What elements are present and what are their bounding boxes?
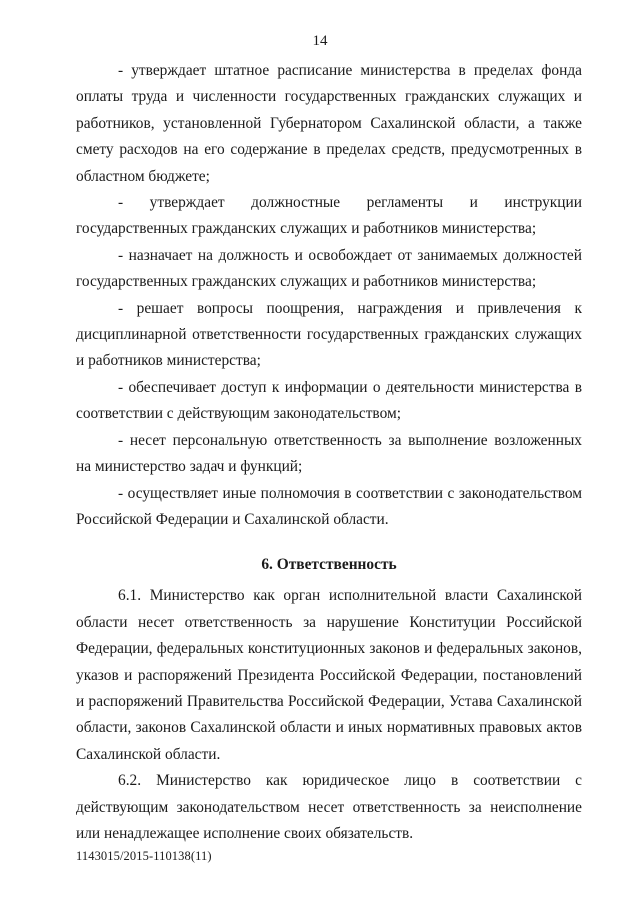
- list-item: - утверждает штатное расписание министерства в пределах фонда оплаты труда и численности государственных гражданских служащих и работников, установленной Губернатором Сахалинской области, а также смету расходов на его содержание в пределах средств, предусмотренных в областном бюджете;: [76, 62, 582, 185]
- section-paragraph: 6.1. Министерство как орган исполнительной власти Сахалинской области несет ответственность за нарушение Конституции Российской Федерации, федеральных конституционных законов и федеральных законов, указов и распоряжений Президента Российской Федерации, постановлений и распоряжений Правительства Российской Федерации, Устава Сахалинской области, законов Сахалинской области и иных нормативных правовых актов Сахалинской области.: [76, 587, 582, 763]
- list-item: - утверждает должностные регламенты и инструкции государственных гражданских служащих и работников министерства;: [76, 194, 582, 238]
- list-item: - назначает на должность и освобождает от занимаемых должностей государственных гражданских служащих и работников министерства;: [76, 246, 582, 291]
- section-heading: 6. Ответственность: [261, 556, 397, 574]
- list-item: - обеспечивает доступ к информации о деятельности министерства в соответствии с действующим законодательством;: [76, 378, 582, 423]
- list-item: - несет персональную ответственность за выполнение возложенных на министерство задач и функций;: [76, 431, 582, 476]
- list-item: - решает вопросы поощрения, награждения и привлечения к дисциплинарной ответственности государственных гражданских служащих и работников министерства;: [76, 299, 582, 370]
- document-code: 1143015/2015-110138(11): [76, 849, 212, 863]
- document-body: [76, 58, 582, 847]
- section-paragraph: 6.2. Министерство как юридическое лицо в соответствии с действующим законодательством несет ответственность за неисполнение или ненадлежащее исполнение своих обязательств.: [76, 772, 582, 842]
- list-item: - осуществляет иные полномочия в соответствии с законодательством Российской Федерации и Сахалинской области.: [76, 484, 582, 528]
- page-number: 14: [312, 33, 328, 49]
